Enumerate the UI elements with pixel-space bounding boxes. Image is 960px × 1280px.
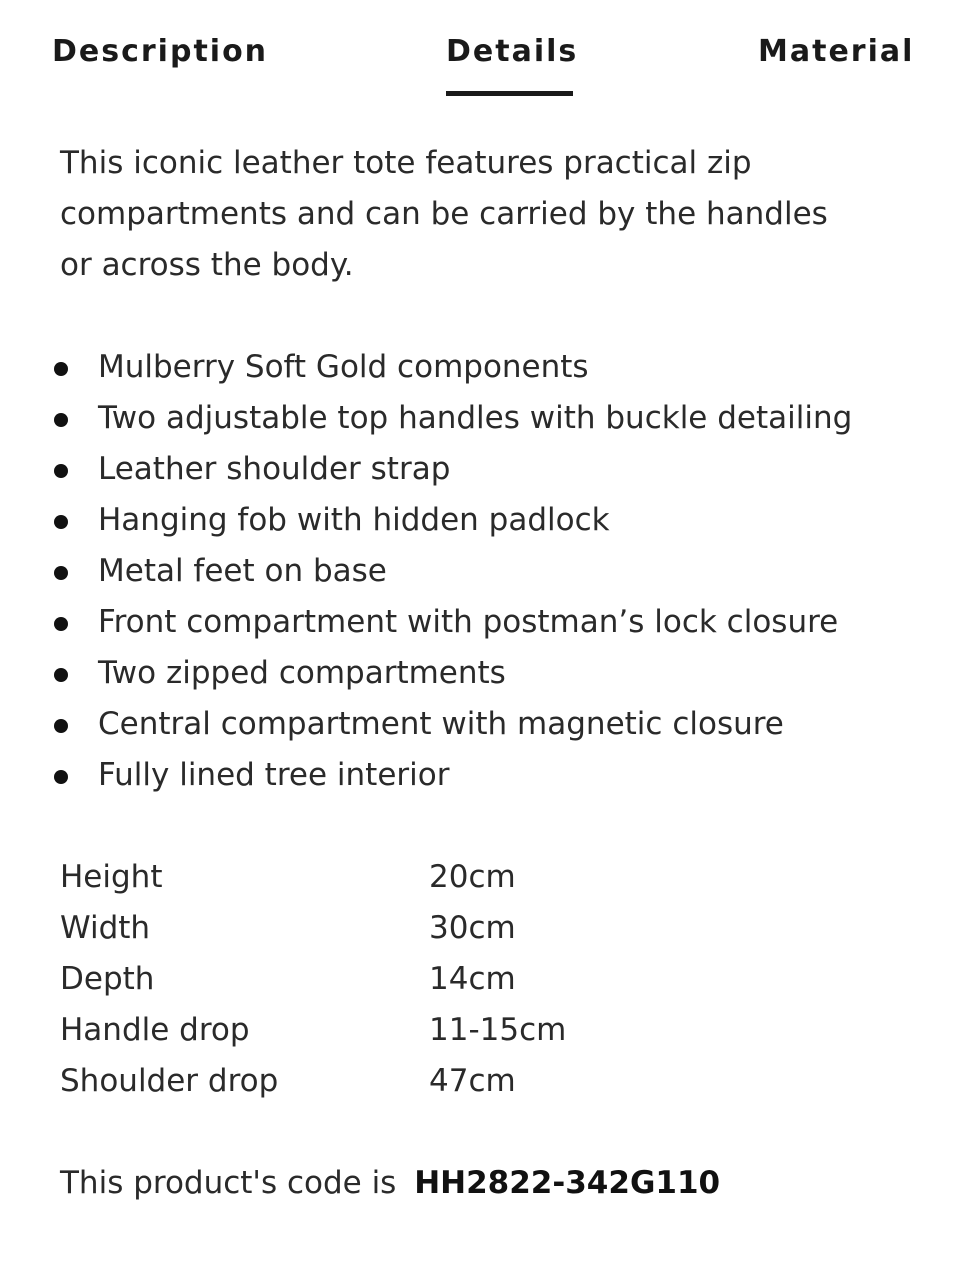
active-tab-indicator — [446, 91, 573, 96]
dimension-row — [60, 1005, 920, 1056]
feature-list — [60, 342, 920, 801]
dimension-label: Width — [60, 910, 151, 946]
bullet-icon — [54, 719, 68, 733]
feature-item — [60, 342, 858, 393]
feature-text: Metal feet on base — [98, 553, 387, 589]
bullet-icon — [54, 770, 68, 784]
dimension-label: Shoulder drop — [60, 1063, 279, 1099]
details-panel — [60, 138, 920, 1209]
dimension-label: Handle drop — [60, 1012, 250, 1048]
feature-item — [60, 648, 858, 699]
product-code-label: This product's code is — [60, 1165, 397, 1201]
dimension-value: 30cm — [429, 910, 516, 946]
feature-text: Central compartment with magnetic closure — [98, 706, 784, 742]
product-code-line — [60, 1158, 920, 1209]
tab-details[interactable]: Details — [446, 34, 579, 69]
feature-item — [60, 393, 858, 444]
tab-material[interactable]: Material — [758, 34, 915, 69]
dimension-value: 20cm — [429, 859, 516, 895]
dimension-label: Height — [60, 859, 163, 895]
dimension-value: 11-15cm — [429, 1012, 567, 1048]
tab-bar — [0, 0, 960, 110]
feature-item — [60, 495, 858, 546]
feature-item — [60, 699, 858, 750]
feature-item — [60, 546, 858, 597]
bullet-icon — [54, 515, 68, 529]
dimension-row — [60, 954, 920, 1005]
dimension-label: Depth — [60, 961, 155, 997]
bullet-icon — [54, 413, 68, 427]
feature-item — [60, 597, 858, 648]
feature-item — [60, 444, 858, 495]
dimension-row — [60, 903, 920, 954]
dimension-value: 47cm — [429, 1063, 516, 1099]
dimensions-table — [60, 852, 920, 1107]
feature-text: Fully lined tree interior — [98, 757, 450, 793]
feature-text: Hanging fob with hidden padlock — [98, 502, 610, 538]
feature-text: Leather shoulder strap — [98, 451, 451, 487]
feature-text: Mulberry Soft Gold components — [98, 349, 589, 385]
bullet-icon — [54, 617, 68, 631]
feature-text: Two zipped compartments — [98, 655, 506, 691]
dimension-row — [60, 1056, 920, 1107]
product-intro: This iconic leather tote features practical zip compartments and can be carried by the handles or across the body. — [60, 145, 828, 283]
product-code: HH2822-342G110 — [414, 1165, 721, 1201]
tab-description[interactable]: Description — [52, 34, 269, 69]
dimension-row — [60, 852, 920, 903]
feature-item — [60, 750, 858, 801]
bullet-icon — [54, 668, 68, 682]
feature-text: Two adjustable top handles with buckle detailing — [98, 400, 853, 436]
bullet-icon — [54, 362, 68, 376]
bullet-icon — [54, 464, 68, 478]
dimension-value: 14cm — [429, 961, 516, 997]
bullet-icon — [54, 566, 68, 580]
feature-text: Front compartment with postman’s lock closure — [98, 604, 839, 640]
